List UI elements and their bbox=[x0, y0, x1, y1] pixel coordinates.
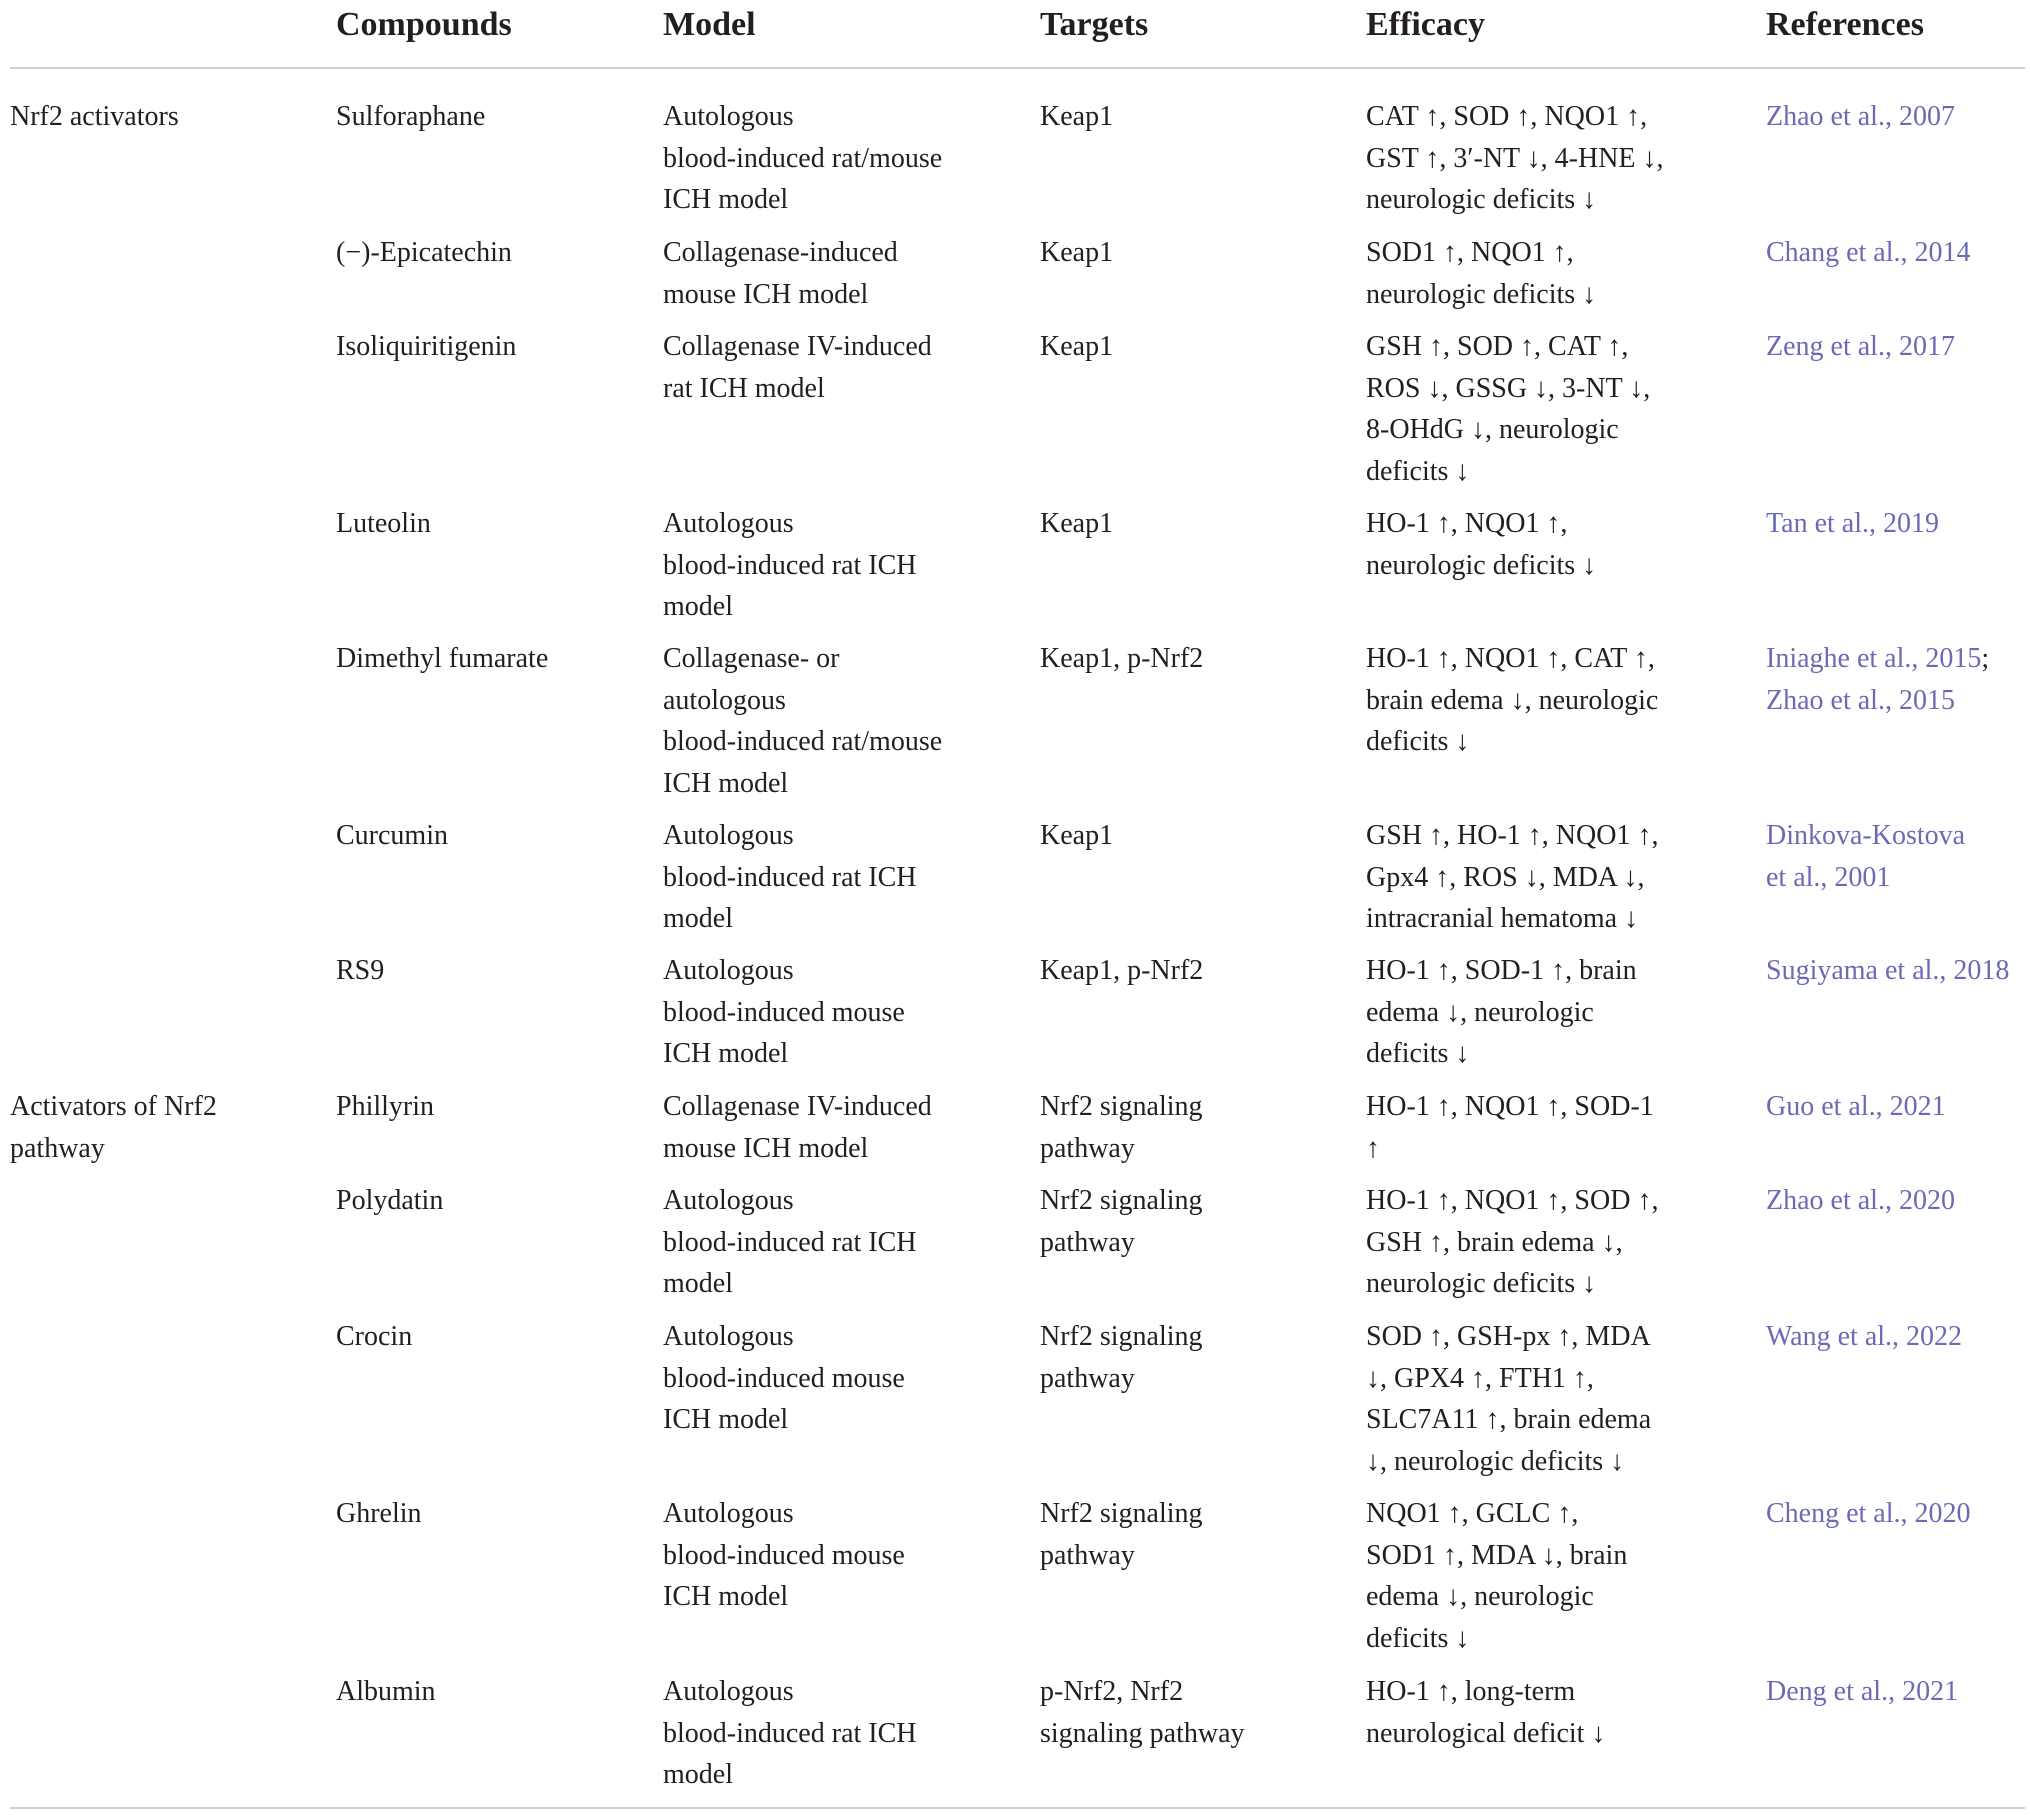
efficacy-cell bbox=[1366, 1180, 1658, 1305]
model-cell-line: ICH model bbox=[663, 767, 789, 799]
model-cell bbox=[663, 326, 932, 409]
references-cell bbox=[1766, 96, 1955, 138]
compound-name: Phillyrin bbox=[336, 1091, 435, 1122]
model-cell-line: Autologous bbox=[663, 1185, 794, 1216]
efficacy-cell-line: SOD ↑, GSH-px ↑, MDA bbox=[1366, 1321, 1651, 1352]
targets-cell-line: pathway bbox=[1040, 1539, 1135, 1571]
model-cell bbox=[663, 1316, 905, 1441]
efficacy-cell bbox=[1366, 815, 1658, 940]
model-cell-line: Autologous bbox=[663, 955, 794, 986]
efficacy-cell-line: SOD1 ↑, MDA ↓, brain bbox=[1366, 1539, 1628, 1571]
compound-name: (−)-Epicatechin bbox=[336, 237, 512, 268]
efficacy-cell-line: intracranial hematoma ↓ bbox=[1366, 903, 1639, 934]
model-cell-line: Autologous bbox=[663, 820, 794, 851]
targets-cell-line: pathway bbox=[1040, 1362, 1135, 1394]
efficacy-cell-line: deficits ↓ bbox=[1366, 1038, 1470, 1069]
efficacy-cell-line: neurologic deficits ↓ bbox=[1366, 549, 1597, 581]
efficacy-cell bbox=[1366, 96, 1664, 221]
model-cell-line: blood-induced rat/mouse bbox=[663, 142, 943, 174]
efficacy-cell-line: neurologic deficits ↓ bbox=[1366, 1268, 1597, 1299]
model-cell bbox=[663, 503, 917, 628]
references-cell bbox=[1766, 950, 2009, 992]
compound-name: Crocin bbox=[336, 1321, 413, 1352]
model-cell-line: Collagenase- or bbox=[663, 643, 840, 674]
model-cell bbox=[663, 950, 905, 1075]
efficacy-cell-line: GSH ↑, HO-1 ↑, NQO1 ↑, bbox=[1366, 820, 1659, 851]
targets-cell bbox=[1040, 1493, 1203, 1576]
model-cell-line: mouse ICH model bbox=[663, 1132, 869, 1164]
targets-cell-line: Nrf2 signaling bbox=[1040, 1321, 1203, 1352]
group-label bbox=[10, 1086, 217, 1169]
targets-cell bbox=[1040, 638, 1203, 680]
efficacy-cell-line: NQO1 ↑, GCLC ↑, bbox=[1366, 1498, 1579, 1529]
references-cell bbox=[1766, 638, 1989, 721]
reference-link[interactable]: Tan et al., 2019 bbox=[1766, 508, 1939, 539]
targets-cell-line: Nrf2 signaling bbox=[1040, 1498, 1203, 1529]
targets-cell-line: Keap1, p-Nrf2 bbox=[1040, 643, 1204, 674]
efficacy-cell-line: ↓, GPX4 ↑, FTH1 ↑, bbox=[1366, 1362, 1594, 1394]
efficacy-cell-line: HO-1 ↑, NQO1 ↑, SOD ↑, bbox=[1366, 1185, 1659, 1216]
efficacy-cell-line: neurologic deficits ↓ bbox=[1366, 184, 1597, 215]
targets-cell bbox=[1040, 1671, 1245, 1754]
targets-cell bbox=[1040, 96, 1113, 138]
model-cell-line: blood-induced rat ICH bbox=[663, 549, 917, 581]
reference-link[interactable]: Zeng et al., 2017 bbox=[1766, 331, 1955, 362]
efficacy-cell-line: ↓, neurologic deficits ↓ bbox=[1366, 1445, 1625, 1477]
targets-cell-line: Nrf2 signaling bbox=[1040, 1185, 1203, 1216]
model-cell-line: blood-induced rat/mouse bbox=[663, 726, 943, 757]
efficacy-cell-line: CAT ↑, SOD ↑, NQO1 ↑, bbox=[1366, 101, 1648, 132]
efficacy-cell-line: HO-1 ↑, NQO1 ↑, CAT ↑, bbox=[1366, 643, 1655, 674]
compound-name: Dimethyl fumarate bbox=[336, 643, 549, 674]
group-label bbox=[10, 96, 179, 138]
header-compounds: Compounds bbox=[336, 6, 512, 43]
targets-cell bbox=[1040, 232, 1113, 274]
compound-name: RS9 bbox=[336, 955, 385, 986]
group-label-line: Nrf2 activators bbox=[10, 101, 179, 132]
compound-name: Polydatin bbox=[336, 1185, 444, 1216]
efficacy-cell-line: deficits ↓ bbox=[1366, 726, 1470, 757]
targets-cell-line: signaling pathway bbox=[1040, 1717, 1245, 1749]
model-cell-line: model bbox=[663, 1268, 733, 1299]
model-cell-line: blood-induced mouse bbox=[663, 996, 905, 1028]
targets-cell-line: pathway bbox=[1040, 1226, 1135, 1258]
targets-cell bbox=[1040, 1316, 1203, 1399]
references-cell bbox=[1766, 1180, 1955, 1222]
compound-name: Curcumin bbox=[336, 820, 448, 851]
group-label-line: pathway bbox=[10, 1132, 105, 1164]
efficacy-cell-line: GSH ↑, SOD ↑, CAT ↑, bbox=[1366, 331, 1629, 362]
model-cell-line: rat ICH model bbox=[663, 372, 825, 404]
references-cell bbox=[1766, 1671, 1958, 1713]
reference-link[interactable]: Chang et al., 2014 bbox=[1766, 237, 1971, 268]
efficacy-cell-line: ROS ↓, GSSG ↓, 3-NT ↓, bbox=[1366, 372, 1651, 404]
header-targets: Targets bbox=[1040, 6, 1149, 43]
reference-separator: ; bbox=[1981, 643, 1990, 674]
reference-link[interactable]: Sugiyama et al., 2018 bbox=[1766, 955, 2010, 986]
model-cell-line: model bbox=[663, 903, 733, 934]
references-cell bbox=[1766, 815, 1965, 898]
efficacy-cell-line: HO-1 ↑, SOD-1 ↑, brain bbox=[1366, 955, 1637, 986]
targets-cell bbox=[1040, 950, 1203, 992]
efficacy-cell bbox=[1366, 326, 1650, 492]
model-cell-line: blood-induced rat ICH bbox=[663, 1717, 917, 1749]
model-cell-line: Collagenase IV-induced bbox=[663, 331, 932, 362]
header-model: Model bbox=[663, 6, 756, 43]
efficacy-cell-line: 8-OHdG ↓, neurologic bbox=[1366, 414, 1619, 445]
efficacy-cell-line: HO-1 ↑, NQO1 ↑, SOD-1 bbox=[1366, 1091, 1654, 1122]
targets-cell-line: Keap1 bbox=[1040, 237, 1114, 268]
model-cell-line: Autologous bbox=[663, 1676, 794, 1707]
reference-link[interactable]: Guo et al., 2021 bbox=[1766, 1091, 1946, 1122]
compound-name: Albumin bbox=[336, 1676, 436, 1707]
targets-cell-line: Keap1 bbox=[1040, 820, 1114, 851]
targets-cell-line: pathway bbox=[1040, 1132, 1135, 1164]
efficacy-cell-line: HO-1 ↑, NQO1 ↑, bbox=[1366, 508, 1568, 539]
model-cell bbox=[663, 232, 898, 315]
model-cell-line: blood-induced rat ICH bbox=[663, 861, 917, 893]
efficacy-cell-line: deficits ↓ bbox=[1366, 455, 1470, 487]
targets-cell bbox=[1040, 503, 1113, 545]
model-cell-line: Autologous bbox=[663, 508, 794, 539]
targets-cell-line: Keap1 bbox=[1040, 331, 1114, 362]
efficacy-cell bbox=[1366, 503, 1596, 586]
targets-cell-line: Keap1 bbox=[1040, 101, 1114, 132]
efficacy-cell bbox=[1366, 1671, 1605, 1754]
efficacy-cell bbox=[1366, 1493, 1627, 1659]
model-cell bbox=[663, 1493, 905, 1618]
header-references: References bbox=[1766, 6, 1924, 43]
references-cell bbox=[1766, 1493, 1971, 1535]
references-cell bbox=[1766, 1086, 1946, 1128]
model-cell-line: blood-induced mouse bbox=[663, 1362, 905, 1394]
model-cell-line: Autologous bbox=[663, 1321, 794, 1352]
targets-cell-line: p-Nrf2, Nrf2 bbox=[1040, 1676, 1184, 1707]
efficacy-cell-line: deficits ↓ bbox=[1366, 1622, 1470, 1654]
efficacy-cell bbox=[1366, 950, 1637, 1075]
compound-name: Isoliquiritigenin bbox=[336, 331, 517, 362]
model-cell-line: Collagenase-induced bbox=[663, 237, 898, 268]
references-cell bbox=[1766, 326, 1955, 368]
efficacy-cell bbox=[1366, 638, 1658, 763]
targets-cell-line: Keap1 bbox=[1040, 508, 1114, 539]
model-cell bbox=[663, 1086, 932, 1169]
model-cell bbox=[663, 638, 942, 804]
model-cell-line: blood-induced rat ICH bbox=[663, 1226, 917, 1258]
model-cell-line: mouse ICH model bbox=[663, 278, 869, 310]
reference-link[interactable]: et al., 2001 bbox=[1766, 861, 1891, 893]
model-cell-line: ICH model bbox=[663, 1404, 789, 1435]
table-bottom-rule bbox=[10, 1807, 2025, 1809]
efficacy-cell-line: edema ↓, neurologic bbox=[1366, 1581, 1594, 1612]
model-cell-line: ICH model bbox=[663, 1038, 789, 1069]
efficacy-cell-line: brain edema ↓, neurologic bbox=[1366, 684, 1659, 716]
reference-link[interactable]: Cheng et al., 2020 bbox=[1766, 1498, 1971, 1529]
model-cell bbox=[663, 1671, 917, 1796]
model-cell-line: ICH model bbox=[663, 1581, 789, 1612]
efficacy-cell-line: neurologic deficits ↓ bbox=[1366, 278, 1597, 310]
group-label-line: Activators of Nrf2 bbox=[10, 1091, 217, 1122]
references-cell bbox=[1766, 232, 1971, 274]
efficacy-cell-line: SLC7A11 ↑, brain edema bbox=[1366, 1404, 1652, 1435]
model-cell bbox=[663, 815, 917, 940]
reference-link[interactable]: Zhao et al., 2015 bbox=[1766, 684, 1955, 716]
reference-link[interactable]: Deng et al., 2021 bbox=[1766, 1676, 1959, 1707]
efficacy-cell bbox=[1366, 232, 1596, 315]
targets-cell bbox=[1040, 815, 1113, 857]
compound-name: Ghrelin bbox=[336, 1498, 422, 1529]
model-cell-line: Autologous bbox=[663, 101, 794, 132]
model-cell bbox=[663, 1180, 917, 1305]
model-cell-line: Autologous bbox=[663, 1498, 794, 1529]
model-cell-line: blood-induced mouse bbox=[663, 1539, 905, 1571]
targets-cell-line: Keap1, p-Nrf2 bbox=[1040, 955, 1204, 986]
efficacy-cell-line: GST ↑, 3′-NT ↓, 4-HNE ↓, bbox=[1366, 142, 1664, 174]
targets-cell bbox=[1040, 1086, 1203, 1169]
targets-cell bbox=[1040, 1180, 1203, 1263]
reference-link[interactable]: Zhao et al., 2020 bbox=[1766, 1185, 1955, 1216]
reference-link[interactable]: Wang et al., 2022 bbox=[1766, 1321, 1963, 1352]
efficacy-cell-line: ↑ bbox=[1366, 1132, 1380, 1164]
model-cell-line: ICH model bbox=[663, 184, 789, 215]
efficacy-cell-line: SOD1 ↑, NQO1 ↑, bbox=[1366, 237, 1574, 268]
efficacy-cell bbox=[1366, 1086, 1654, 1169]
reference-link[interactable]: Zhao et al., 2007 bbox=[1766, 101, 1955, 132]
efficacy-cell-line: edema ↓, neurologic bbox=[1366, 996, 1594, 1028]
reference-link[interactable]: Dinkova-Kostova bbox=[1766, 820, 1966, 851]
efficacy-cell-line: Gpx4 ↑, ROS ↓, MDA ↓, bbox=[1366, 861, 1645, 893]
targets-cell-line: Nrf2 signaling bbox=[1040, 1091, 1203, 1122]
header-divider bbox=[10, 67, 2025, 69]
efficacy-cell-line: GSH ↑, brain edema ↓, bbox=[1366, 1226, 1623, 1258]
compound-name: Luteolin bbox=[336, 508, 431, 539]
references-cell bbox=[1766, 503, 1939, 545]
efficacy-cell bbox=[1366, 1316, 1651, 1482]
references-cell bbox=[1766, 1316, 1962, 1358]
model-cell-line: model bbox=[663, 1759, 733, 1790]
model-cell-line: model bbox=[663, 591, 733, 622]
targets-cell bbox=[1040, 326, 1113, 368]
model-cell-line: Collagenase IV-induced bbox=[663, 1091, 932, 1122]
efficacy-cell-line: neurological deficit ↓ bbox=[1366, 1717, 1606, 1749]
compound-name: Sulforaphane bbox=[336, 101, 486, 132]
reference-link[interactable]: Iniaghe et al., 2015 bbox=[1766, 643, 1982, 674]
model-cell bbox=[663, 96, 942, 221]
model-cell-line: autologous bbox=[663, 684, 786, 716]
efficacy-cell-line: HO-1 ↑, long-term bbox=[1366, 1676, 1576, 1707]
header-efficacy: Efficacy bbox=[1366, 6, 1485, 43]
